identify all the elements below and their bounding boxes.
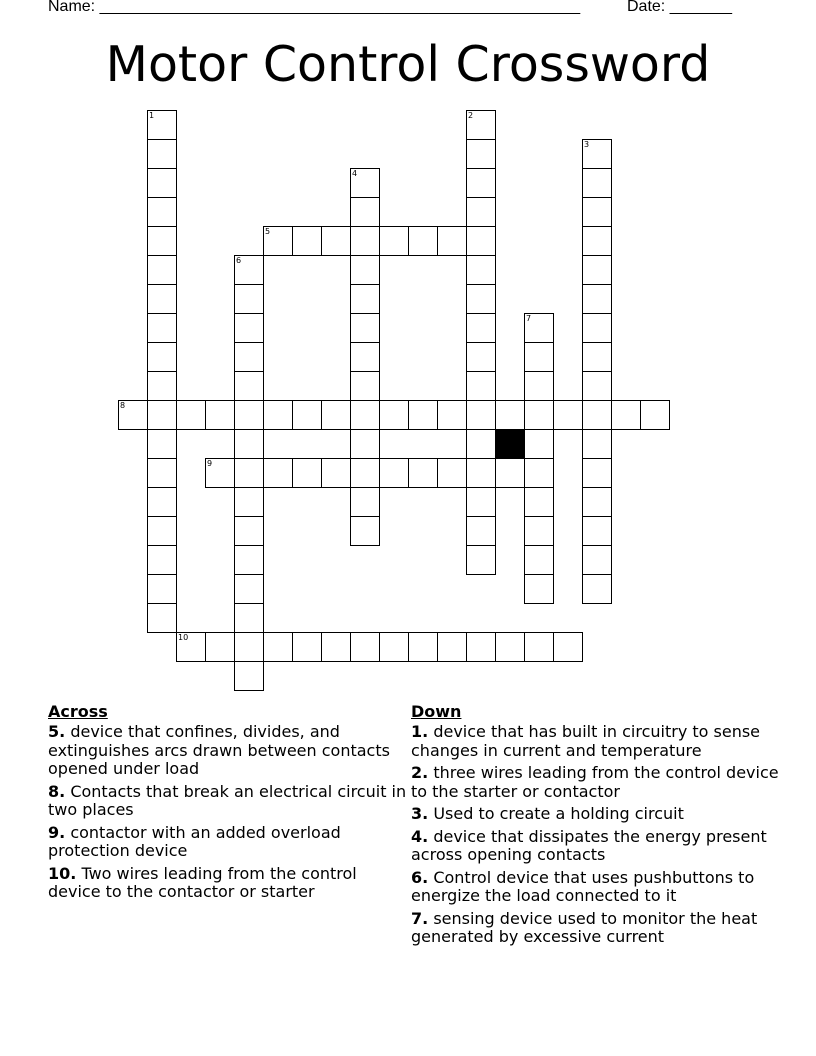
clue-across-5 [48, 723, 408, 779]
grid-cell[interactable] [147, 400, 177, 430]
grid-cell[interactable] [524, 574, 554, 604]
grid-cell[interactable] [234, 255, 264, 285]
grid-cell[interactable] [350, 168, 380, 198]
grid-cell[interactable] [466, 139, 496, 169]
clue-text: Control device that uses pushbuttons to energize the load connected to it [411, 867, 755, 905]
grid-cell[interactable] [553, 632, 583, 662]
grid-cell[interactable] [524, 313, 554, 343]
grid-cell[interactable] [408, 632, 438, 662]
grid-cell[interactable] [524, 516, 554, 546]
grid-cell[interactable] [466, 487, 496, 517]
grid-cell[interactable] [408, 400, 438, 430]
grid-cell[interactable] [321, 226, 351, 256]
grid-cell[interactable] [582, 400, 612, 430]
grid-cell[interactable] [350, 632, 380, 662]
grid-cell[interactable] [379, 632, 409, 662]
grid-cell[interactable] [640, 400, 670, 430]
clue-number-label: 3 [584, 140, 590, 149]
grid-cell[interactable] [147, 545, 177, 575]
grid-cell[interactable] [495, 632, 525, 662]
clue-text: sensing device used to monitor the heat generated by excessive current [411, 908, 758, 946]
grid-cell[interactable] [234, 545, 264, 575]
grid-cell[interactable] [582, 284, 612, 314]
grid-cell[interactable] [466, 197, 496, 227]
grid-cell[interactable] [292, 400, 322, 430]
grid-cell[interactable] [234, 313, 264, 343]
clue-number-label: 10 [178, 633, 189, 642]
grid-cell[interactable] [147, 110, 177, 140]
clue-number: 3. [411, 804, 429, 823]
grid-cell[interactable] [582, 313, 612, 343]
grid-cell[interactable] [147, 168, 177, 198]
clue-number: 6. [411, 867, 429, 887]
clue-number: 10. [48, 863, 77, 883]
clue-across-10 [48, 865, 408, 902]
grid-cell[interactable] [234, 342, 264, 372]
page-title: Motor Control Crossword [105, 36, 711, 93]
grid-cell[interactable] [582, 197, 612, 227]
clue-number: 8. [48, 781, 66, 801]
clue-number-label: 7 [526, 314, 532, 323]
grid-cell[interactable] [234, 458, 264, 488]
grid-cell[interactable] [466, 313, 496, 343]
grid-cell[interactable] [408, 458, 438, 488]
grid-cell[interactable] [466, 342, 496, 372]
grid-cell[interactable] [263, 632, 293, 662]
clue-number-label: 6 [236, 256, 242, 265]
grid-cell[interactable] [582, 168, 612, 198]
grid-cell[interactable] [350, 458, 380, 488]
clue-number: 9. [48, 822, 66, 842]
grid-cell[interactable] [176, 400, 206, 430]
grid-cell[interactable] [234, 661, 264, 691]
clue-down-2 [411, 764, 781, 801]
grid-cell[interactable] [524, 632, 554, 662]
grid-cell[interactable] [582, 429, 612, 459]
grid-cell[interactable] [350, 429, 380, 459]
grid-cell[interactable] [147, 226, 177, 256]
clue-text: Used to create a holding circuit [433, 804, 684, 823]
clue-down-4 [411, 828, 781, 865]
grid-cell[interactable] [437, 226, 467, 256]
grid-cell[interactable] [495, 400, 525, 430]
grid-cell[interactable] [437, 400, 467, 430]
grid-cell[interactable] [524, 342, 554, 372]
clue-number-label: 8 [120, 401, 126, 410]
grid-cell[interactable] [582, 516, 612, 546]
grid-cell[interactable] [147, 284, 177, 314]
grid-cell[interactable] [176, 632, 206, 662]
grid-cell[interactable] [147, 429, 177, 459]
grid-cell[interactable] [611, 400, 641, 430]
clue-number-label: 9 [207, 459, 213, 468]
clue-across-9 [48, 824, 408, 861]
grid-cell[interactable] [263, 400, 293, 430]
grid-cell[interactable] [582, 371, 612, 401]
grid-cell[interactable] [118, 400, 148, 430]
clue-down-6 [411, 869, 781, 906]
grid-cell[interactable] [147, 255, 177, 285]
grid-cell[interactable] [292, 458, 322, 488]
grid-cell[interactable] [350, 197, 380, 227]
grid-cell[interactable] [292, 226, 322, 256]
grid-cell[interactable] [234, 400, 264, 430]
grid-cell[interactable] [147, 603, 177, 633]
grid-cell[interactable] [466, 458, 496, 488]
grid-cell[interactable] [234, 487, 264, 517]
clue-number: 4. [411, 826, 429, 846]
grid-cell[interactable] [263, 226, 293, 256]
grid-cell[interactable] [234, 632, 264, 662]
grid-cell[interactable] [437, 632, 467, 662]
grid-cell[interactable] [205, 458, 235, 488]
clue-text: device that has built in circuitry to sense changes in current and temperature [411, 722, 761, 760]
clue-text: contactor with an added overload protection device [48, 822, 341, 860]
grid-cell[interactable] [466, 429, 496, 459]
grid-cell[interactable] [379, 226, 409, 256]
grid-cell[interactable] [582, 458, 612, 488]
grid-cell[interactable] [466, 110, 496, 140]
grid-cell[interactable] [147, 313, 177, 343]
grid-cell[interactable] [524, 400, 554, 430]
grid-cell[interactable] [350, 400, 380, 430]
grid-cell[interactable] [147, 516, 177, 546]
clue-number-label: 4 [352, 169, 358, 178]
grid-cell[interactable] [466, 371, 496, 401]
grid-cell[interactable] [321, 400, 351, 430]
grid-cell[interactable] [350, 487, 380, 517]
grid-cell[interactable] [524, 487, 554, 517]
clue-number: 1. [411, 722, 429, 741]
clue-number-label: 2 [468, 111, 474, 120]
grid-cell[interactable] [466, 226, 496, 256]
grid-cell[interactable] [147, 139, 177, 169]
clue-text: Contacts that break an electrical circuit in two places [48, 781, 407, 819]
grid-cell[interactable] [234, 429, 264, 459]
clue-number: 5. [48, 722, 66, 741]
clue-number: 2. [411, 763, 429, 782]
grid-cell[interactable] [553, 400, 583, 430]
grid-cell[interactable] [147, 371, 177, 401]
grid-cell[interactable] [524, 371, 554, 401]
grid-cell[interactable] [466, 400, 496, 430]
clue-down-7 [411, 910, 781, 947]
clue-number-label: 5 [265, 227, 271, 236]
grid-cell[interactable] [437, 458, 467, 488]
grid-cell[interactable] [263, 458, 293, 488]
clue-number: 7. [411, 908, 429, 928]
grid-cell[interactable] [234, 371, 264, 401]
grid-cell[interactable] [234, 516, 264, 546]
grid-cell[interactable] [147, 458, 177, 488]
grid-cell[interactable] [350, 516, 380, 546]
grid-cell[interactable] [379, 400, 409, 430]
grid-cell[interactable] [350, 371, 380, 401]
grid-cell[interactable] [466, 632, 496, 662]
grid-cell[interactable] [350, 313, 380, 343]
across-clues [48, 700, 408, 906]
grid-cell[interactable] [582, 342, 612, 372]
across-heading: Across [48, 702, 108, 721]
grid-cell[interactable] [147, 197, 177, 227]
grid-cell[interactable] [234, 574, 264, 604]
grid-cell[interactable] [234, 284, 264, 314]
grid-cell[interactable] [408, 226, 438, 256]
grid-cell[interactable] [350, 226, 380, 256]
grid-cell[interactable] [379, 458, 409, 488]
grid-cell[interactable] [582, 574, 612, 604]
grid-cell[interactable] [524, 429, 554, 459]
clue-text: Two wires leading from the control device to the contactor or starter [48, 863, 357, 901]
grid-cell[interactable] [321, 632, 351, 662]
grid-cell[interactable] [582, 255, 612, 285]
clue-text: device that dissipates the energy present across opening contacts [411, 826, 767, 864]
grid-cell[interactable] [582, 139, 612, 169]
clue-text: three wires leading from the control device to the starter or contactor [411, 763, 779, 801]
grid-cell[interactable] [466, 516, 496, 546]
grid-cell[interactable] [321, 458, 351, 488]
grid-cell[interactable] [350, 284, 380, 314]
grid-cell[interactable] [466, 168, 496, 198]
grid-cell[interactable] [582, 487, 612, 517]
date-field[interactable]: Date: _______ [627, 0, 732, 15]
grid-cell[interactable] [205, 632, 235, 662]
clue-number-label: 1 [149, 111, 155, 120]
grid-cell[interactable] [147, 574, 177, 604]
grid-cell[interactable] [524, 458, 554, 488]
grid-cell[interactable] [466, 255, 496, 285]
grid-cell[interactable] [582, 226, 612, 256]
grid-cell[interactable] [350, 255, 380, 285]
down-clues [411, 700, 781, 951]
clue-across-8 [48, 783, 408, 820]
grid-cell[interactable] [147, 487, 177, 517]
clue-down-3 [411, 805, 781, 824]
clue-text: device that confines, divides, and extinguishes arcs drawn between contacts opened under load [48, 722, 390, 778]
grid-cell[interactable] [524, 545, 554, 575]
grid-cell[interactable] [466, 284, 496, 314]
grid-cell[interactable] [147, 342, 177, 372]
grid-cell[interactable] [350, 342, 380, 372]
clue-down-1 [411, 723, 781, 760]
name-field[interactable]: Name: ______________________________________________________ [48, 0, 581, 15]
grid-cell[interactable] [495, 458, 525, 488]
grid-cell[interactable] [466, 545, 496, 575]
down-heading: Down [411, 702, 462, 721]
black-cell [495, 429, 525, 459]
grid-cell[interactable] [582, 545, 612, 575]
grid-cell[interactable] [292, 632, 322, 662]
grid-cell[interactable] [234, 603, 264, 633]
grid-cell[interactable] [205, 400, 235, 430]
